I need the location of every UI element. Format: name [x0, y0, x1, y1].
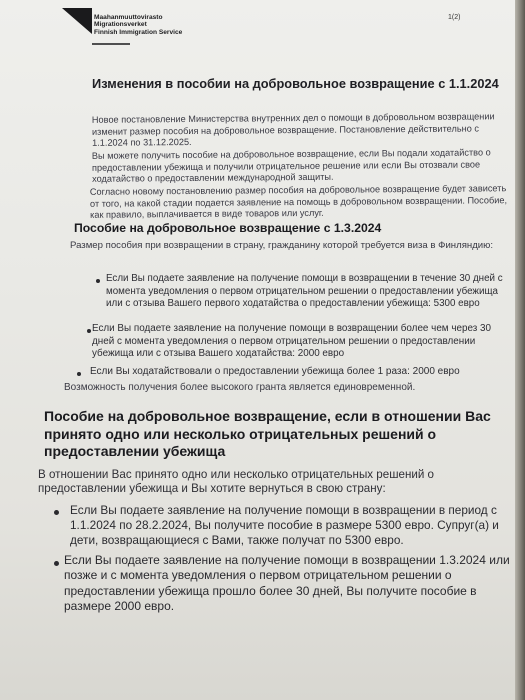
- bullet-icon: [77, 372, 81, 376]
- bullet-icon: [87, 329, 91, 333]
- org-name-finnish: Maahanmuuttovirasto: [94, 14, 163, 21]
- section2-heading: Пособие на добровольное возвращение, если в отношении Вас принято одно или несколько отрицательных решений о предоставлении убежища: [44, 408, 491, 460]
- page-number: 1(2): [448, 14, 461, 21]
- section1-note: Возможность получения более высокого гранта является единовременной.: [64, 382, 416, 393]
- bullet-icon: [54, 561, 59, 566]
- section2-lead: В отношении Вас принято одно или несколько отрицательных решений о предоставлении убежища и Вы хотите вернуться в свою страну:: [38, 468, 434, 495]
- org-name-english: Finnish Immigration Service: [94, 28, 183, 36]
- section1-item-1: Если Вы подаете заявление на получение помощи в возвращении в течение 30 дней с момента уведомления о первом отрицательном решении о предоставлении убежища или с отзыва Вашего первого ходатайства о предоставлении убежища: 5300 евро: [106, 273, 503, 310]
- background-edge: [515, 0, 525, 700]
- section2-item-1: Если Вы подаете заявление на получение помощи в возвращении в период с 1.1.2024 по 28.2.2024, Вы получите пособие в размере 5300 евро. Супруг(а) и дети, возвращающиеся с Вами, также получат по 5300 евро.: [70, 503, 499, 547]
- intro-paragraph-2: Вы можете получить пособие на добровольное возвращение, если Вы подали ходатайство о предоставлении убежища и получили отрицательное решение или если Вы отозвали свое ходатайство о предоставлении международной защиты.: [91, 147, 491, 185]
- section1-item-2: Если Вы подаете заявление на получение помощи в возвращении более чем через 30 дней с момента уведомления о первом отрицательном решении о предоставлении убежища или с отзыва Вашего ходатайства: 2000 евро: [92, 323, 491, 360]
- section2-item-2: Если Вы подаете заявление на получение помощи в возвращении 1.3.2024 или позже и с момента уведомления о первом отрицательном решении о предоставлении убежища прошло более 30 дней, Вы получите пособие в размере 2000 евро.: [64, 553, 510, 614]
- organization-name: [94, 14, 182, 36]
- section1-heading: Пособие на добровольное возвращение с 1.3.2024: [74, 221, 382, 235]
- intro-paragraph-1: Новое постановление Министерства внутренних дел о помощи в добровольном возвращении изменит размер пособия на добровольное возвращение. Постановление действительно с 1.1.2024 по 31.12.2025.: [91, 111, 495, 149]
- org-name-swedish: Migrationsverket: [94, 21, 147, 29]
- section1-lead: Размер пособия при возвращении в страну, гражданину которой требуется виза в Финляндию:: [70, 240, 494, 251]
- bullet-icon: [54, 510, 59, 515]
- document-title: Изменения в пособии на добровольное возвращение с 1.1.2024: [92, 76, 499, 91]
- section1-item-3: Если Вы ходатайствовали о предоставлении убежища более 1 раза: 2000 евро: [90, 366, 460, 377]
- intro-paragraph-3: Согласно новому постановлению размер пособия на добровольное возвращение будет зависеть от того, на какой стадии подается заявление на помощь в добровольном возвращении. Пособие, как правило, выплачивается в виде товаров или услуг.: [89, 183, 508, 221]
- bullet-icon: [96, 279, 100, 283]
